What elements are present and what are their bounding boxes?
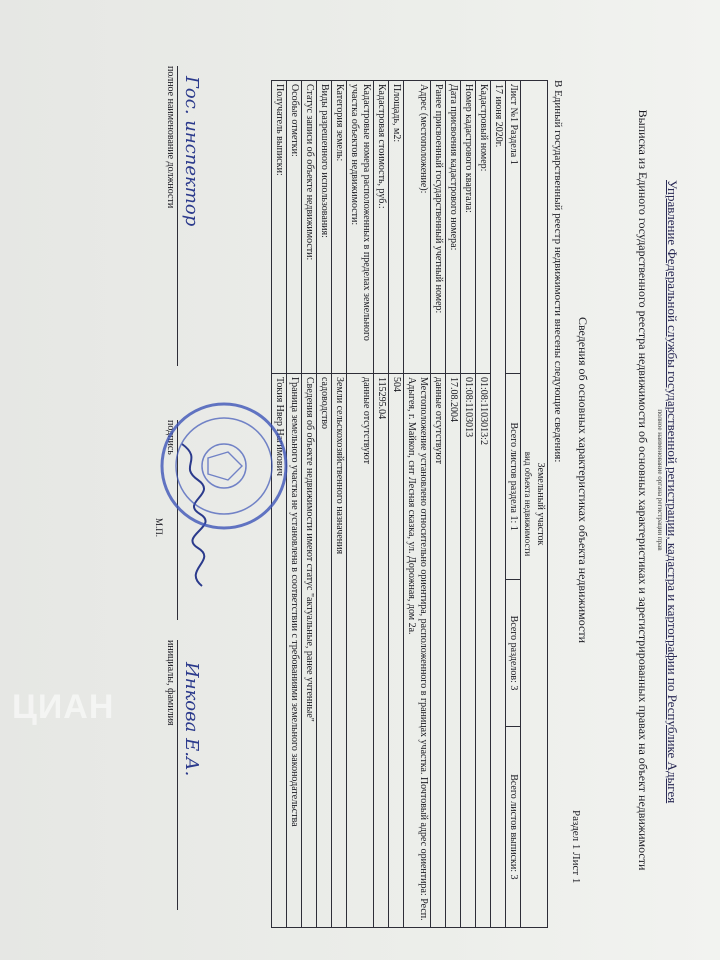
row-value: Токия Нвер Нагимович	[272, 374, 287, 928]
row-value: 01:08:1103013:2	[476, 374, 491, 928]
row-value: Земли сельскохозяйственного назначения	[332, 374, 347, 928]
object-type: Земельный участок	[535, 462, 546, 546]
initials-caption: инициалы, фамилия	[165, 640, 176, 726]
row-label: Категория земель:	[332, 81, 347, 374]
section-marker: Раздел 1 Лист 1	[570, 810, 582, 884]
authority-name: Управление Федеральной службы государственной регистрации, кадастра и картографии по Республике Адыгея	[665, 180, 680, 804]
table-row	[461, 81, 476, 928]
watermark-logo: ЦИАН	[12, 688, 115, 726]
date-row	[491, 81, 506, 928]
row-label: Виды разрешенного использования:	[317, 81, 332, 374]
handwritten-position: Гос. инспектор	[181, 76, 202, 227]
row-label: Статус записи об объекте недвижимости:	[302, 81, 317, 374]
row-value: 17.08.2004	[446, 374, 461, 928]
authority-caption: полное наименование органа регистрации прав	[656, 409, 664, 551]
table-row	[347, 81, 374, 928]
sheet-info-row	[506, 81, 521, 928]
row-value: 115295.04	[374, 374, 389, 928]
row-value: 01:08:1103013	[461, 374, 476, 928]
row-value: Сведения об объекте недвижимости имеют статус "актуальные, ранее учтенные"	[302, 374, 317, 928]
position-line	[177, 66, 178, 366]
document-title: Выписка из Единого государственного реестра недвижимости об основных характеристиках и зарегистрированных правах на объект недвижимости	[636, 109, 650, 871]
row-label: Номер кадастрового квартала:	[461, 81, 476, 374]
table-row	[431, 81, 446, 928]
row-label: Адрес (местоположение):	[404, 81, 431, 374]
object-type-cell	[521, 81, 548, 928]
sheet-info-cell: Всего разделов: 3	[506, 580, 521, 726]
table-row	[389, 81, 404, 928]
row-value: данные отсутствуют	[431, 374, 446, 928]
row-label: Получатель выписки:	[272, 81, 287, 374]
row-value: данные отсутствуют	[347, 374, 374, 928]
row-label: Кадастровые номера расположенных в пределах земельного участка объектов недвижимости:	[347, 81, 374, 374]
table-row	[332, 81, 347, 928]
position-caption: полное наименование должности	[165, 66, 176, 209]
stamp-caption: М.П.	[154, 518, 164, 538]
table-row	[476, 81, 491, 928]
table-row	[317, 81, 332, 928]
row-label: Особые отметки:	[287, 81, 302, 374]
object-type-caption: вид объекта недвижимости	[523, 451, 533, 557]
row-label: Ранее присвоенный государственный учетный номер:	[431, 81, 446, 374]
table-row	[404, 81, 431, 928]
signature-caption: подпись	[165, 420, 176, 455]
row-value: Местоположение установлено относительно ориентира, расположенного в границах участка. Почтовый адрес ориентира: Респ. Адыгея, г. Майкоп, снт Лесная сказка, ул. Дорожная, дом 2а.	[404, 374, 431, 928]
row-label: Дата присвоения кадастрового номера:	[446, 81, 461, 374]
table-row	[374, 81, 389, 928]
table-row	[302, 81, 317, 928]
handwritten-name: Инкова Е.А.	[181, 662, 202, 777]
table-row	[446, 81, 461, 928]
row-label: Площадь, м2:	[389, 81, 404, 374]
sheet-info-cell: Лист №1 Раздела 1	[506, 81, 521, 374]
row-label: Кадастровая стоимость, руб.:	[374, 81, 389, 374]
row-value: Граница земельного участка не установлена в соответствии с требованиями земельного законодательства	[287, 374, 302, 928]
row-value: садоводство	[317, 374, 332, 928]
date-cell: 17 июня 2020г.	[491, 81, 506, 928]
official-stamp	[158, 400, 290, 532]
section-heading: Сведения об основных характеристиках объекта недвижимости	[576, 316, 590, 644]
intro-text: В Единый государственный реестр недвижимости внесены следующие сведения:	[552, 80, 564, 463]
initials-line	[177, 640, 178, 910]
object-type-row	[521, 81, 548, 928]
sheet-info-cell: Всего листов выписки: 3	[506, 726, 521, 927]
row-label: Кадастровый номер:	[476, 81, 491, 374]
sheet-info-cell: Всего листов раздела 1: 1	[506, 374, 521, 580]
row-value: 504	[389, 374, 404, 928]
property-table	[271, 80, 548, 928]
